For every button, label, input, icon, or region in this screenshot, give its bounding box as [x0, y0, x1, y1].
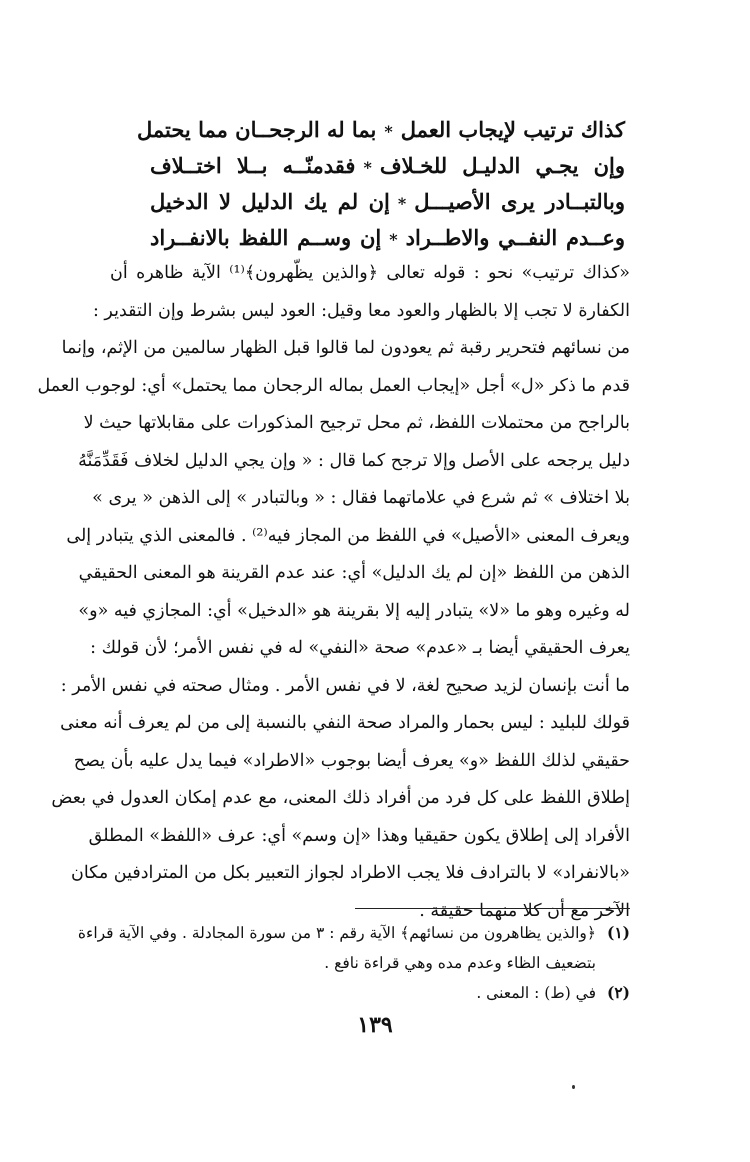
verse-line	[136, 112, 625, 148]
verse-line	[150, 148, 625, 184]
first-hemistich: وعــدم النفــي والاطــراد	[405, 225, 625, 250]
page-number: ١٣٩	[357, 1012, 393, 1038]
first-hemistich: وإن يجـي الدليـل للخـلاف	[379, 153, 625, 178]
footnote-text: ﴿والذين يظاهرون من نسائهم﴾ الآية رقم : ٣ من سورة المجادلة . وفي الآية قراءة	[77, 924, 596, 942]
text-line: الكفارة لا تجب إلا بالظهار والعود معا وقيل: العود ليس بشرط وإن التقدير :	[92, 300, 630, 321]
text-line: بالراجح من محتملات اللفظ، ثم محل ترجيح المذكورات على مقابلاتها حيث لا	[83, 413, 630, 433]
footnote-2	[110, 978, 630, 1008]
commentary-text	[37, 255, 631, 930]
footnote-text: بتضعيف الظاء وعدم مده وهي قراءة نافع .	[324, 954, 596, 972]
footnote-separator	[355, 908, 630, 909]
footnote-1-continued	[110, 948, 630, 978]
text-line: له وغيره وهو ما «لا» يتبادر إليه إلا بقرينة هو «الدخيل» أي: المجازي فيه «و»	[78, 600, 630, 621]
footnote-1	[77, 918, 630, 948]
text-line: دليل يرجحه على الأصل وإلا ترجح كما قال : « وإن يجي الدليل لخلاف فَقَدِّمَنَّهُ	[78, 450, 630, 471]
verse-line	[150, 220, 625, 256]
text-line: إطلاق اللفظ على كل فرد من أفراد ذلك المعنى، مع عدم إمكان العدول في بعض	[51, 788, 630, 808]
first-hemistich: وبالتبــادر يرى الأصيـــل	[414, 189, 625, 214]
first-hemistich: كذاك ترتيب لإيجاب العمل	[400, 117, 625, 142]
footnote-text: في (ط) : المعنى .	[476, 984, 596, 1002]
verse-separator: *	[397, 194, 407, 213]
text-line: ما أنت بإنسان لزيد صحيح لغة، لا في نفس الأمر . ومثال صحته في نفس الأمر :	[60, 675, 630, 696]
text-line: الأفراد إلى إطلاق يكون حقيقيا وهذا «إن وسم» أي: عرف «اللفظ» المطلق	[88, 825, 630, 846]
text-line: «بالانفراد» لا بالترادف فلا يجب الاطراد لجواز التعبير بكل من المترادفين مكان	[70, 863, 630, 883]
text-line: من نسائهم فتحرير رقبة ثم يعودون لما قالوا قبل الظهار سالمين من الإثم، وإنما	[61, 338, 630, 358]
text-line: قولك للبليد : ليس بحمار والمراد صحة النفي بالنسبة إلى من لم يعرف أنه معنى	[60, 713, 630, 733]
ink-speck	[572, 1085, 575, 1089]
second-hemistich: إن وســم اللفظ بالانفــراد	[150, 225, 382, 250]
text-line: يعرف الحقيقي أيضا بـ «عدم» صحة «النفي» له في نفس الأمر؛ لأن قولك :	[90, 638, 630, 658]
verse-block	[136, 112, 625, 256]
footnote-number: (٢)	[606, 983, 630, 1002]
verse-separator: *	[389, 230, 398, 249]
second-hemistich: فقدمنّــه بــلا اختــلاف	[150, 153, 356, 178]
second-hemistich: إن لم يك الدليل لا الدخيل	[150, 189, 390, 214]
text-line: الذهن من اللفظ «إن لم يك الدليل» أي: عند عدم القرينة هو المعنى الحقيقي	[78, 563, 630, 583]
footnote-number: (١)	[606, 923, 630, 942]
second-hemistich: بما له الرجحــان مما يحتمل	[136, 117, 377, 142]
footnotes	[77, 918, 630, 1008]
text-line: قدم ما ذكر «ل» أجل «إيجاب العمل بماله الرجحان مما يحتمل» أي: لوجوب العمل	[37, 375, 630, 396]
verse-separator: *	[363, 158, 372, 177]
text-line: الآخر مع أن كلا منهما حقيقة .	[419, 900, 630, 921]
verse-line	[150, 184, 625, 220]
text-line: «كذاك ترتيب» نحو : قوله تعالى ﴿والذين يظّهرون﴾⁽¹⁾ الآية ظاهره أن	[110, 263, 631, 283]
text-line: حقيقي لذلك اللفظ «و» يعرف أيضا بوجوب «الاطراد» فيما يدل عليه بأن يصح	[73, 750, 630, 771]
text-line: بلا اختلاف » ثم شرع في علاماتهما فقال : « وبالتبادر » إلى الذهن « يرى »	[92, 488, 630, 508]
verse-separator: *	[384, 122, 393, 141]
text-line: ويعرف المعنى «الأصيل» في اللفظ من المجاز فيه⁽²⁾ . فالمعنى الذي يتبادر إلى	[66, 525, 630, 546]
